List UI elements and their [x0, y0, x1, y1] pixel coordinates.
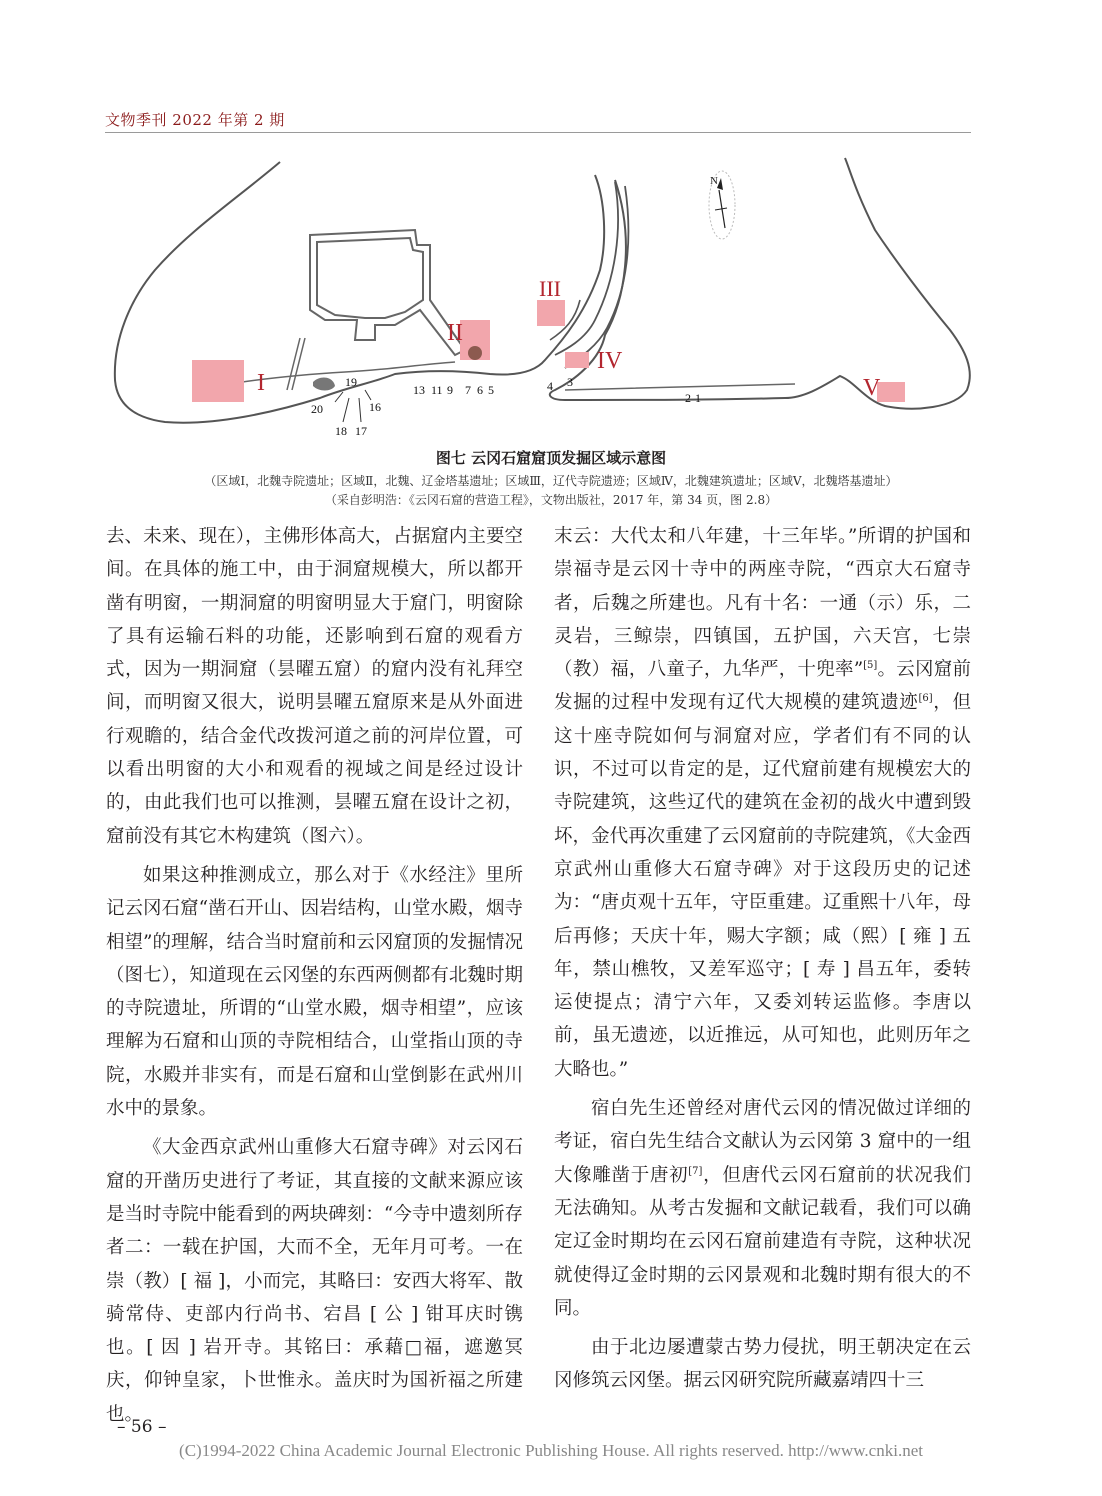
region-2-label: II: [447, 320, 463, 346]
region-4-label: IV: [597, 348, 623, 374]
citation-5[interactable]: [5]: [863, 660, 878, 672]
figure-source: （采自彭明浩：《云冈石窟的营造工程》，文物出版社，2017 年，第 34 页，图 2.8）: [324, 493, 778, 507]
cave-number: 2: [685, 391, 691, 405]
small-wall: [287, 338, 305, 390]
paragraph: [554, 1092, 971, 1325]
site-map-figure: [95, 150, 975, 450]
paragraph: 由于北边屡遭蒙古势力侵扰，明王朝决定在云冈修筑云冈堡。据云冈研究院所藏嘉靖四十三: [554, 1337, 971, 1392]
region-1-label: I: [257, 370, 265, 396]
cave-number: 11: [431, 383, 443, 397]
cave-number: 6: [477, 383, 483, 397]
right-column: [554, 520, 971, 1404]
cave-number: 13: [413, 383, 425, 397]
text-run: 宿白先生还曾经对唐代云冈的情况做过详细的考证，宿白先生结合文献认为云冈第 3 窟中的一组大像雕凿于唐初: [554, 1098, 971, 1186]
text-run: ，但这十座寺院如何与洞窟对应，学者们有不同的认识，不过可以肯定的是，辽代窟前建有规模宏大的寺院建筑，这些辽代的建筑在金初的战火中遭到毁坏，金代再次重建了云冈窟前的寺院建筑，《大金西京武州山重修大石窟寺碑》对于这段历史的记述为：“唐贞观十五年，守臣重建。辽重熙十八年，母后再修；天庆十年，赐大字额；咸（熙）[ 雍 ] 五年，禁山樵牧，又差军巡守；[ 寿 ] 昌五年，委转运使提点；清宁六年，又委刘转运监修。李唐以前，虽无遗迹，以近推远，从可知也，此则历年之大略也。”: [554, 692, 971, 1080]
region-1-marker: [192, 360, 244, 402]
region-4-marker: [565, 352, 589, 368]
cave-number: 17: [355, 424, 367, 438]
journal-name: 文物季刊: [105, 111, 168, 129]
cave-number: 7: [465, 383, 471, 397]
north-arrow-icon: [709, 171, 735, 239]
journal-issue: 2022 年第 2 期: [167, 111, 285, 129]
region-3-label: III: [539, 276, 561, 301]
cave-number: 4: [547, 379, 553, 393]
page-number: – 56 –: [117, 1417, 167, 1437]
journal-header: [105, 109, 285, 130]
north-label: N: [710, 175, 718, 187]
figure-legend: （区域Ⅰ，北魏寺院遗址；区域Ⅱ，北魏、辽金塔基遗址；区域Ⅲ，辽代寺院遗迹；区域Ⅳ，北魏建筑遗址；区域Ⅴ，北魏塔基遗址）: [204, 474, 898, 488]
paragraph: 如果这种推测成立，那么对于《水经注》里所记云冈石窟“凿石开山、因岩结构，山堂水殿，烟寺相望”的理解，结合当时窟前和云冈窟顶的发掘情况（图七），知道现在云冈堡的东西两侧都有北魏时期的寺院遗址，所谓的“山堂水殿，烟寺相望”，应该理解为石窟和山顶的寺院相结合，山堂指山顶的寺院，水殿并非实有，而是石窟和山堂倒影在武州川水中的景象。: [106, 864, 523, 1120]
figure-caption: 图七 云冈石窟窟顶发掘区域示意图: [435, 449, 667, 467]
terrain-inner-line: [195, 362, 795, 390]
text-run: 。云冈窟前发掘的过程中发现有辽代大规模的建筑遗迹: [554, 659, 971, 714]
cave-number: 20: [311, 402, 323, 416]
left-column: [106, 520, 523, 1437]
leader-lines: [335, 390, 371, 422]
river-channel: [555, 182, 628, 368]
cave-number: 1: [695, 391, 701, 405]
cave-number: 16: [369, 400, 381, 414]
citation-6[interactable]: [6]: [918, 693, 933, 705]
copyright-footer: (C)1994-2022 China Academic Journal Electronic Publishing House. All rights reserved. http://www.cnki.net: [179, 1441, 923, 1460]
text-run: ，但唐代云冈石窟前的状况我们无法确知。从考古发掘和文献记载看，我们可以确定辽金时期均在云冈石窟前建造有寺院，这种状况就使得辽金时期的云冈景观和北魏时期有很大的不同。: [554, 1164, 971, 1319]
region-5-label: V: [863, 375, 881, 401]
cave-number: 19: [345, 375, 357, 389]
cave-number: 3: [567, 375, 573, 389]
cave-20-icon: [313, 377, 335, 390]
header-divider: [105, 132, 971, 133]
citation-7[interactable]: [7]: [688, 1165, 703, 1177]
pagoda-base-icon: [468, 346, 482, 360]
paragraph: 《大金西京武州山重修大石窟寺碑》对云冈石窟的开凿历史进行了考证，其直接的文献来源应该是当时寺院中能看到的两块碑刻：“今寺中遗刻所存者二：一载在护国，大而不全，无年月可考。一在崇（教）[ 福 ]，小而完，其略曰：安西大将军、散骑常侍、吏部内行尚书、宕昌 [ 公 ] 钳耳庆时镌也。[ 因 ] 岩开寺。其铭曰：承藉□福，遮邀冥庆，仰钟皇家，卜世惟永。盖庆时为国祈福之所建也。: [106, 1137, 523, 1425]
paragraph: 去、未来、现在），主佛形体高大，占据窟内主要空间。在具体的施工中，由于洞窟规模大，所以都开凿有明窗，一期洞窟的明窗明显大于窟门，明窗除了具有运输石料的功能，还影响到石窟的观看方式，因为一期洞窟（昙曜五窟）的窟内没有礼拜空间，而明窗又很大，说明昙曜五窟原来是从外面进行观瞻的，结合金代改拨河道之前的河岸位置，可以看出明窗的大小和观看的视域之间是经过设计的，由此我们也可以推测，昙曜五窟在设计之初，窟前没有其它木构建筑（图六）。: [106, 526, 523, 847]
cave-number: 5: [488, 383, 494, 397]
cave-number: 18: [335, 424, 347, 438]
region-5-marker: [877, 382, 905, 402]
cave-number: 9: [447, 383, 453, 397]
paragraph: [554, 520, 971, 1086]
region-3-marker: [537, 300, 565, 326]
fortress-walls: [310, 230, 465, 355]
text-run: 末云：大代太和八年建，十三年毕。”所谓的护国和崇福寺是云冈十寺中的两座寺院，“西京大石窟寺者，后魏之所建也。凡有十名：一通（示）乐，二灵岩，三鲸崇，四镇国，五护国，六天宫，七崇（教）福，八童子，九华严，十兜率”: [554, 526, 971, 681]
